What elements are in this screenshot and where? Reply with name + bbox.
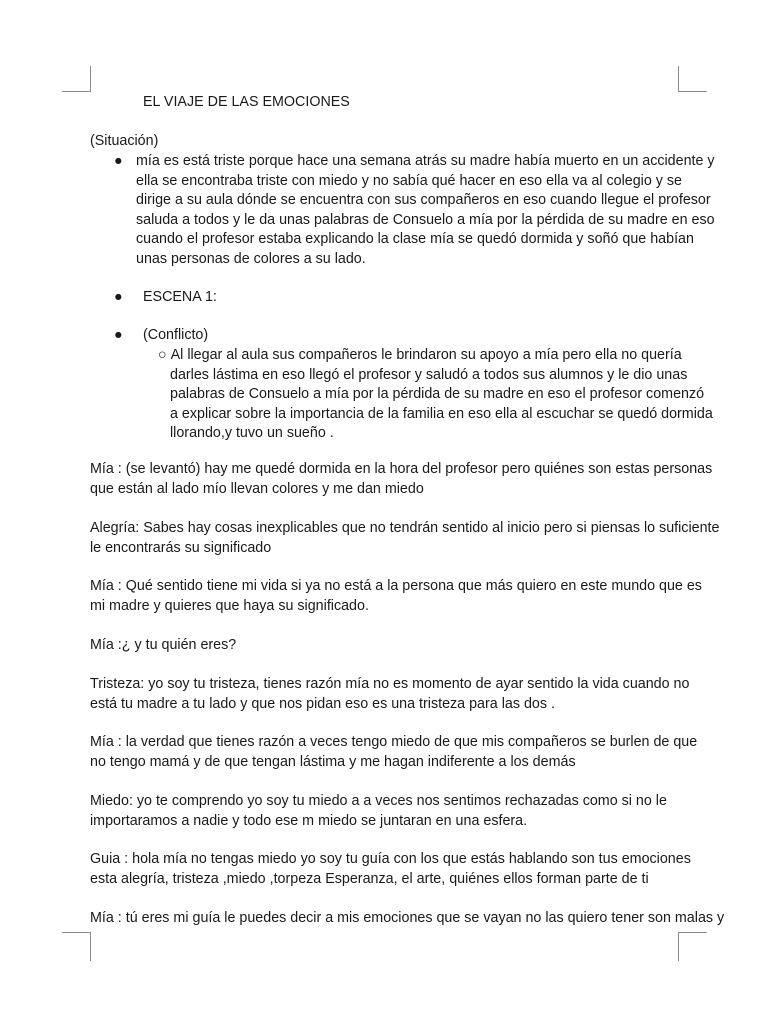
crop-mark-top-right <box>678 66 707 92</box>
situacion-label: (Situación) <box>90 133 159 149</box>
conflicto-text: Al llegar al aula sus compañeros le brindaron su apoyo a mía pero ella no quería darles lástima en eso llegó el profesor y saludó a todos sus alumnos y le dio unas palabras de Consuelo a mía por la pérdida de su madre en eso el profesor comenzó a explicar sobre la importancia de la familia en eso ella al escuchar se quedó dormida llorando,y tuvo un sueño . <box>170 347 713 441</box>
conflicto-label: (Conflicto) <box>143 327 209 343</box>
crop-mark-top-left <box>62 66 91 92</box>
dialogue-line: Mía : tú eres mi guía le puedes decir a mis emociones que se vayan no las quiero tener son malas y <box>90 910 725 926</box>
conflicto-sub-bullet <box>158 346 713 444</box>
dialogue-line: Alegría: Sabes hay cosas inexplicables que no tendrán sentido al inicio pero si piensas lo suficiente le encontrarás su significado <box>90 520 720 556</box>
crop-mark-bottom-left <box>62 932 91 961</box>
bullet-icon: ● <box>114 289 123 305</box>
dialogue-line: Tristeza: yo soy tu tristeza, tienes razón mía no es momento de ayar sentido la vida cuando no está tu madre a tu lado y que nos pidan eso es una tristeza para las dos . <box>90 676 690 712</box>
dialogue-line: Mía : (se levantó) hay me quedé dormida en la hora del profesor pero quiénes son estas personas que están al lado mío llevan colores y me dan miedo <box>90 461 713 497</box>
dialogue-line: Mía : Qué sentido tiene mi vida si ya no está a la persona que más quiero en este mundo que es mi madre y quieres que haya su significado. <box>90 578 702 614</box>
dialogue-line: Miedo: yo te comprendo yo soy tu miedo a a veces nos sentimos rechazadas como si no le importaramos a nadie y todo ese m miedo se juntaran en una esfera. <box>90 793 667 829</box>
bullet-icon: ● <box>114 153 123 169</box>
bullet-icon: ● <box>114 327 123 343</box>
sub-bullet-icon: ○ <box>158 347 167 363</box>
dialogue-line: Mía : la verdad que tienes razón a veces tengo miedo de que mis compañeros se burlen de que no tengo mamá y de que tengan lástima y me hagan indiferente a los demás <box>90 734 698 770</box>
situacion-text: mía es está triste porque hace una semana atrás su madre había muerto en un accidente y ella se encontraba triste con miedo y no sabía qué hacer en eso ella va al colegio y se dirige a su aula dónde se encuentra con sus compañeros en eso cuando llegue el profesor saluda a todos y le da unas palabras de Consuelo a mía por la pérdida de su madre en eso cuando el profesor estaba explicando la clase mía se quedó dormida y soñó que habían unas personas de colores a su lado. <box>136 153 715 267</box>
document-title: EL VIAJE DE LAS EMOCIONES <box>143 94 350 110</box>
crop-mark-bottom-right <box>678 932 707 961</box>
dialogue-line: Mía :¿ y tu quién eres? <box>90 637 237 653</box>
dialogue-line: Guia : hola mía no tengas miedo yo soy tu guía con los que estás hablando son tus emociones esta alegría, tristeza ,miedo ,torpeza Esperanza, el arte, quiénes ellos forman parte de ti <box>90 851 691 887</box>
escena-label: ESCENA 1: <box>143 289 217 305</box>
